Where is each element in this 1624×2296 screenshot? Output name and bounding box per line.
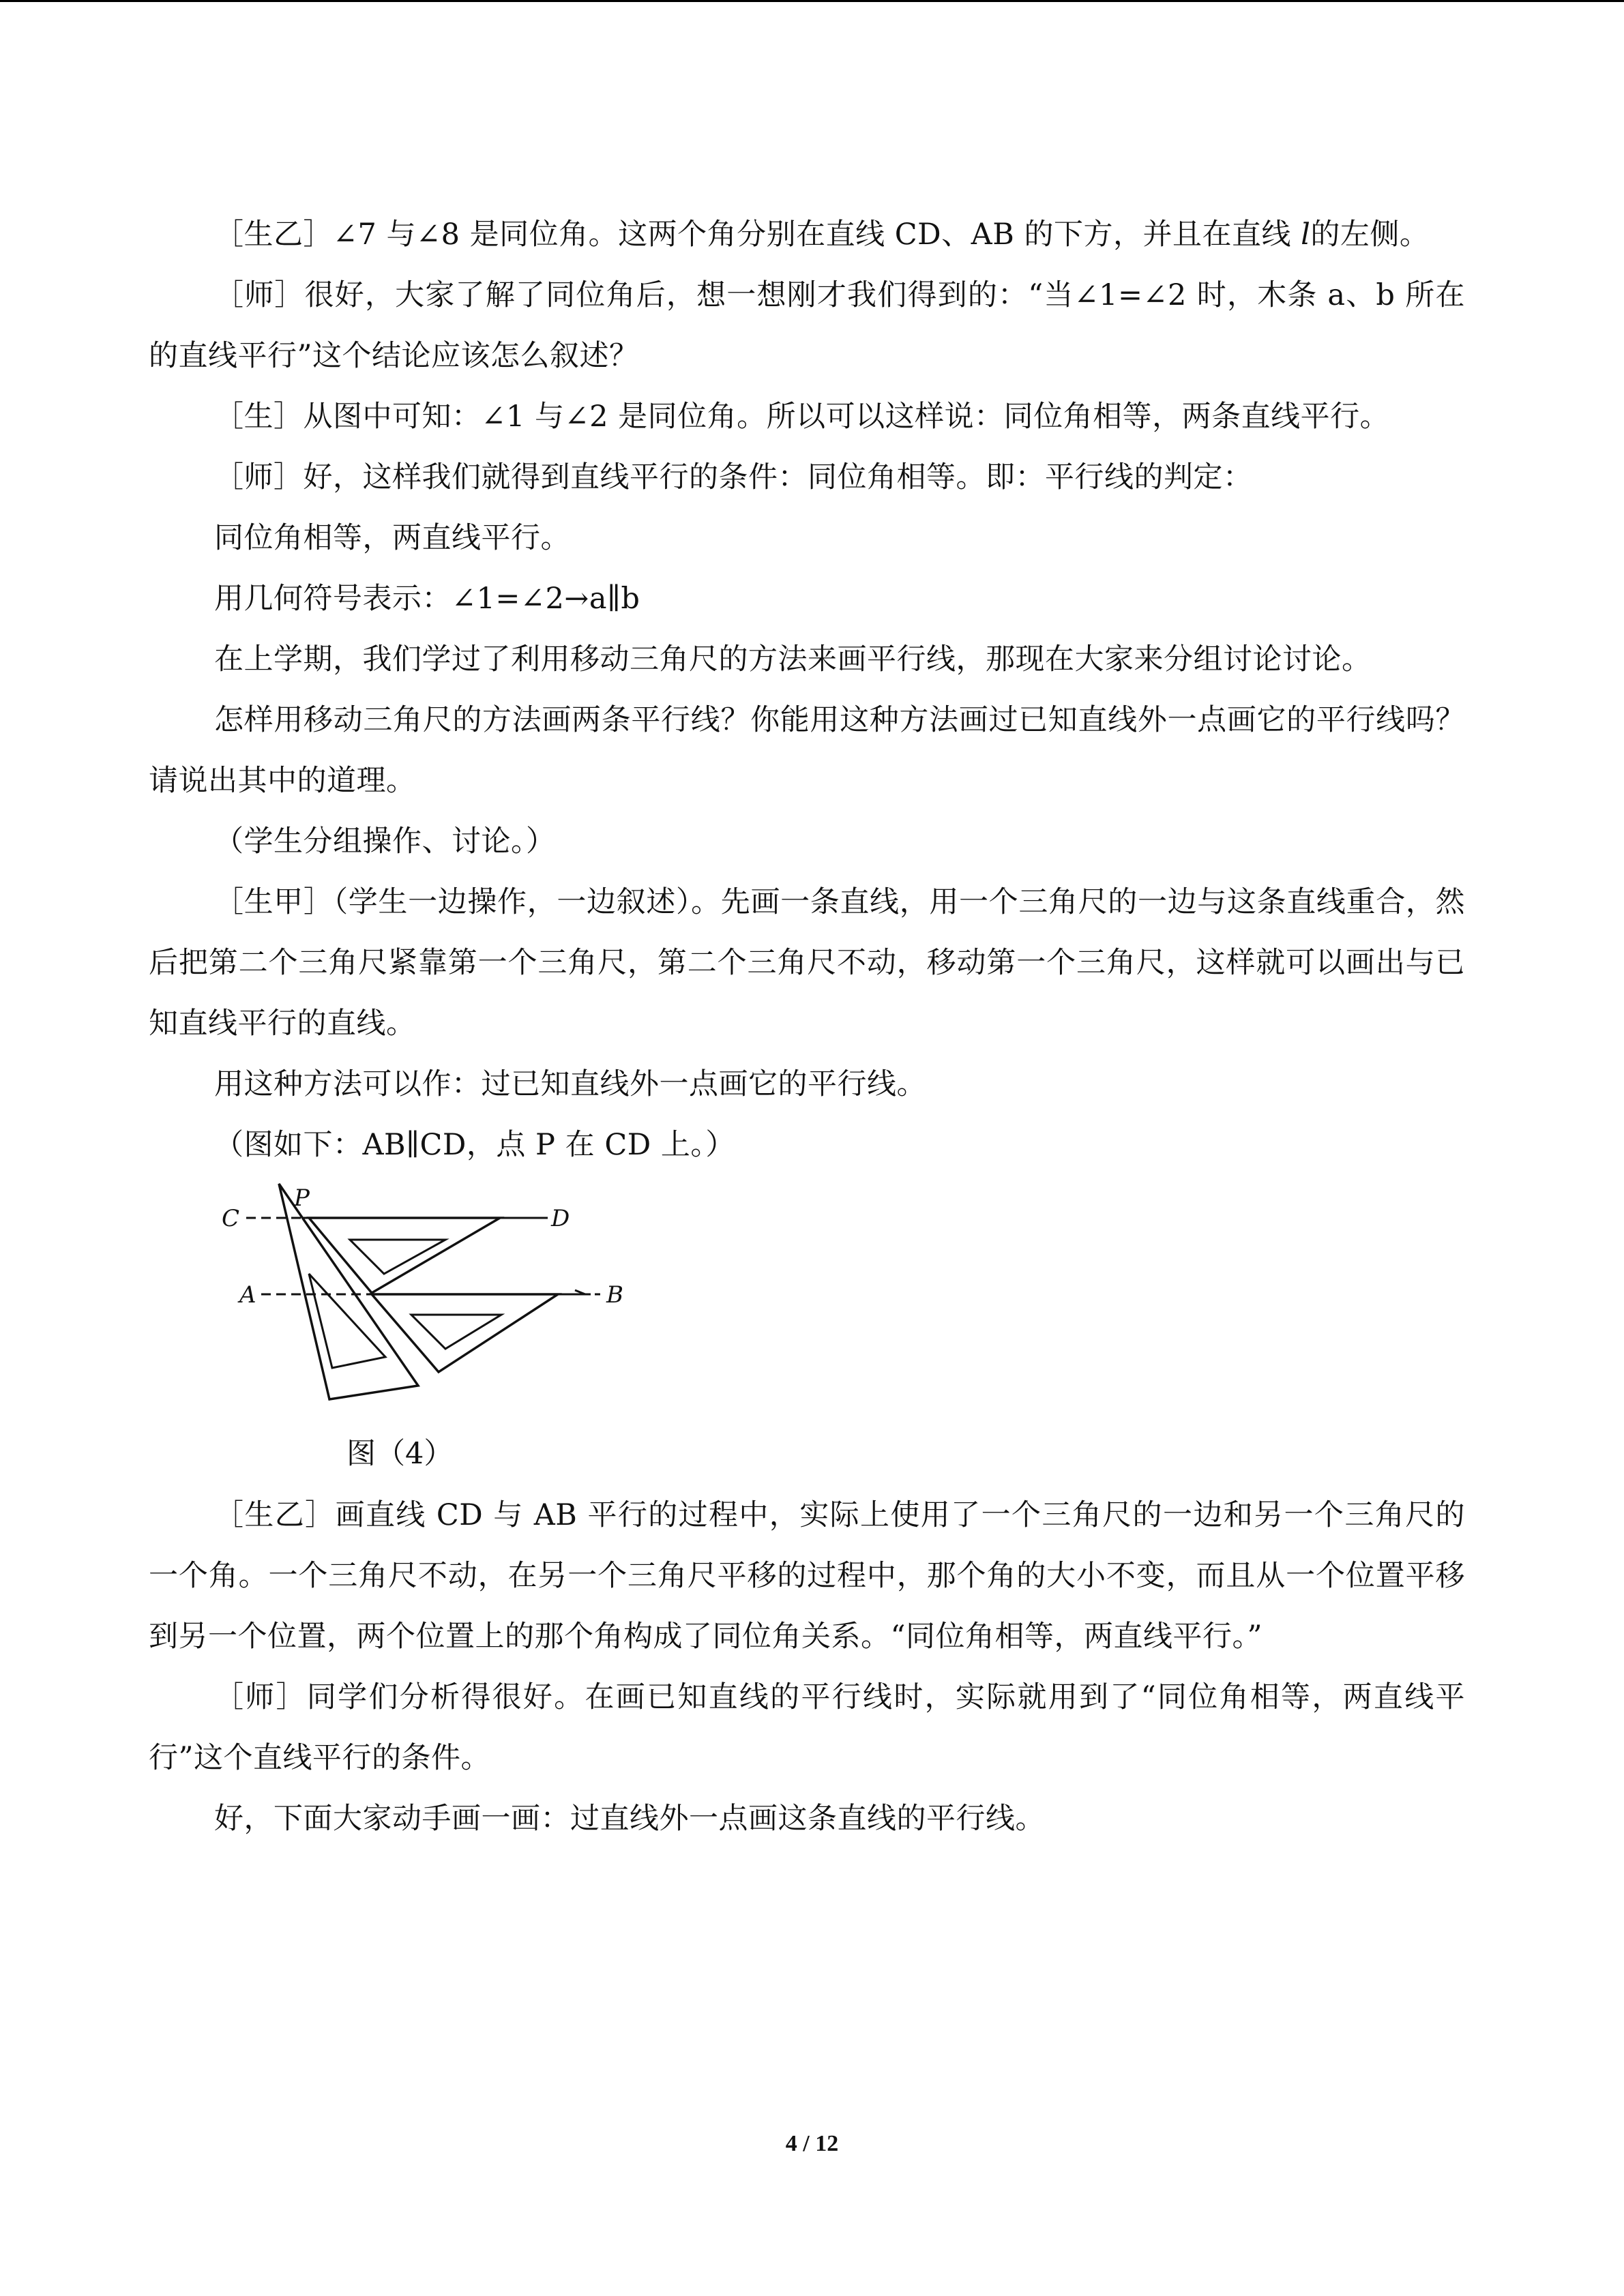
line-l-symbol: l [1301,218,1311,252]
document-page [149,205,1465,1849]
paragraph-teacher-conclusion: ［师］好，这样我们就得到直线平行的条件：同位角相等。即：平行线的判定： [214,460,1253,494]
figure-container [149,1178,1465,1485]
moving-triangle-lower-inner [411,1315,501,1349]
paragraph-student-b-explanation: ［生乙］画直线 CD 与 AB 平行的过程中，实际上使用了一个三角尺的一边和另一个三角尺的一个角。一个三角尺不动，在另一个三角尺平移的过程中，那个角的大小不变，而且从一个位置平移到另一个位置，两个位置上的那个角构成了同位角关系。“同位角相等，两直线平行。” [149,1498,1465,1654]
paragraph-group-work: （学生分组操作、讨论。） [214,824,556,859]
paragraph-theorem: 同位角相等，两直线平行。 [214,521,570,555]
paragraph-teacher-summary: ［师］同学们分析得很好。在画已知直线的平行线时，实际就用到了“同位角相等，两直线平行”这个直线平行的条件。 [149,1680,1465,1775]
figure-caption: 图（4） [346,1437,454,1471]
page-number: 4 / 12 [785,2131,839,2156]
label-b: B [606,1281,623,1309]
paragraph-student-a: ［生甲］（学生一边操作，一边叙述）。先画一条直线，用一个三角尺的一边与这条直线重合，然后把第二个三角尺紧靠第一个三角尺，第二个三角尺不动，移动第一个三角尺，这样就可以画出与已知直线平行的直线。 [149,885,1465,1041]
moving-triangle-upper-inner [350,1240,445,1274]
paragraph-exercise: 好，下面大家动手画一画：过直线外一点画这条直线的平行线。 [214,1802,1045,1836]
paragraph-text: 的左侧。 [1310,218,1430,252]
paragraph-question: 怎样用移动三角尺的方法画两条平行线？你能用这种方法画过已知直线外一点画它的平行线吗？请说出其中的道理。 [149,703,1465,798]
paragraph-figure-intro: （图如下：AB∥CD，点 P 在 CD 上。） [214,1128,735,1162]
triangle-ruler-figure [213,1178,650,1417]
paragraph-student-b-answer [149,205,1465,265]
label-c: C [222,1205,240,1232]
fixed-triangle-outer [279,1184,418,1399]
label-p: P [294,1184,310,1212]
paragraph-discussion-intro: 在上学期，我们学过了利用移动三角尺的方法来画平行线，那现在大家来分组讨论讨论。 [214,642,1372,676]
paragraph-text: ［生乙］∠7 与∠8 是同位角。这两个角分别在直线 CD、AB 的下方，并且在直线 [214,218,1301,252]
label-a: A [239,1281,256,1309]
paragraph-student-answer: ［生］从图中可知：∠1 与∠2 是同位角。所以可以这样说：同位角相等，两条直线平行。 [214,400,1390,434]
label-d: D [551,1205,570,1232]
paragraph-method: 用这种方法可以作：过已知直线外一点画它的平行线。 [214,1067,926,1101]
paragraph-symbolic: 用几何符号表示：∠1=∠2→a∥b [214,582,640,616]
paragraph-teacher-question: ［师］很好，大家了解了同位角后，想一想刚才我们得到的：“当∠1=∠2 时，木条 a、b 所在的直线平行”这个结论应该怎么叙述？ [149,278,1465,373]
moving-triangle-upper-outer [309,1218,500,1293]
top-border-rule [0,0,1624,2]
